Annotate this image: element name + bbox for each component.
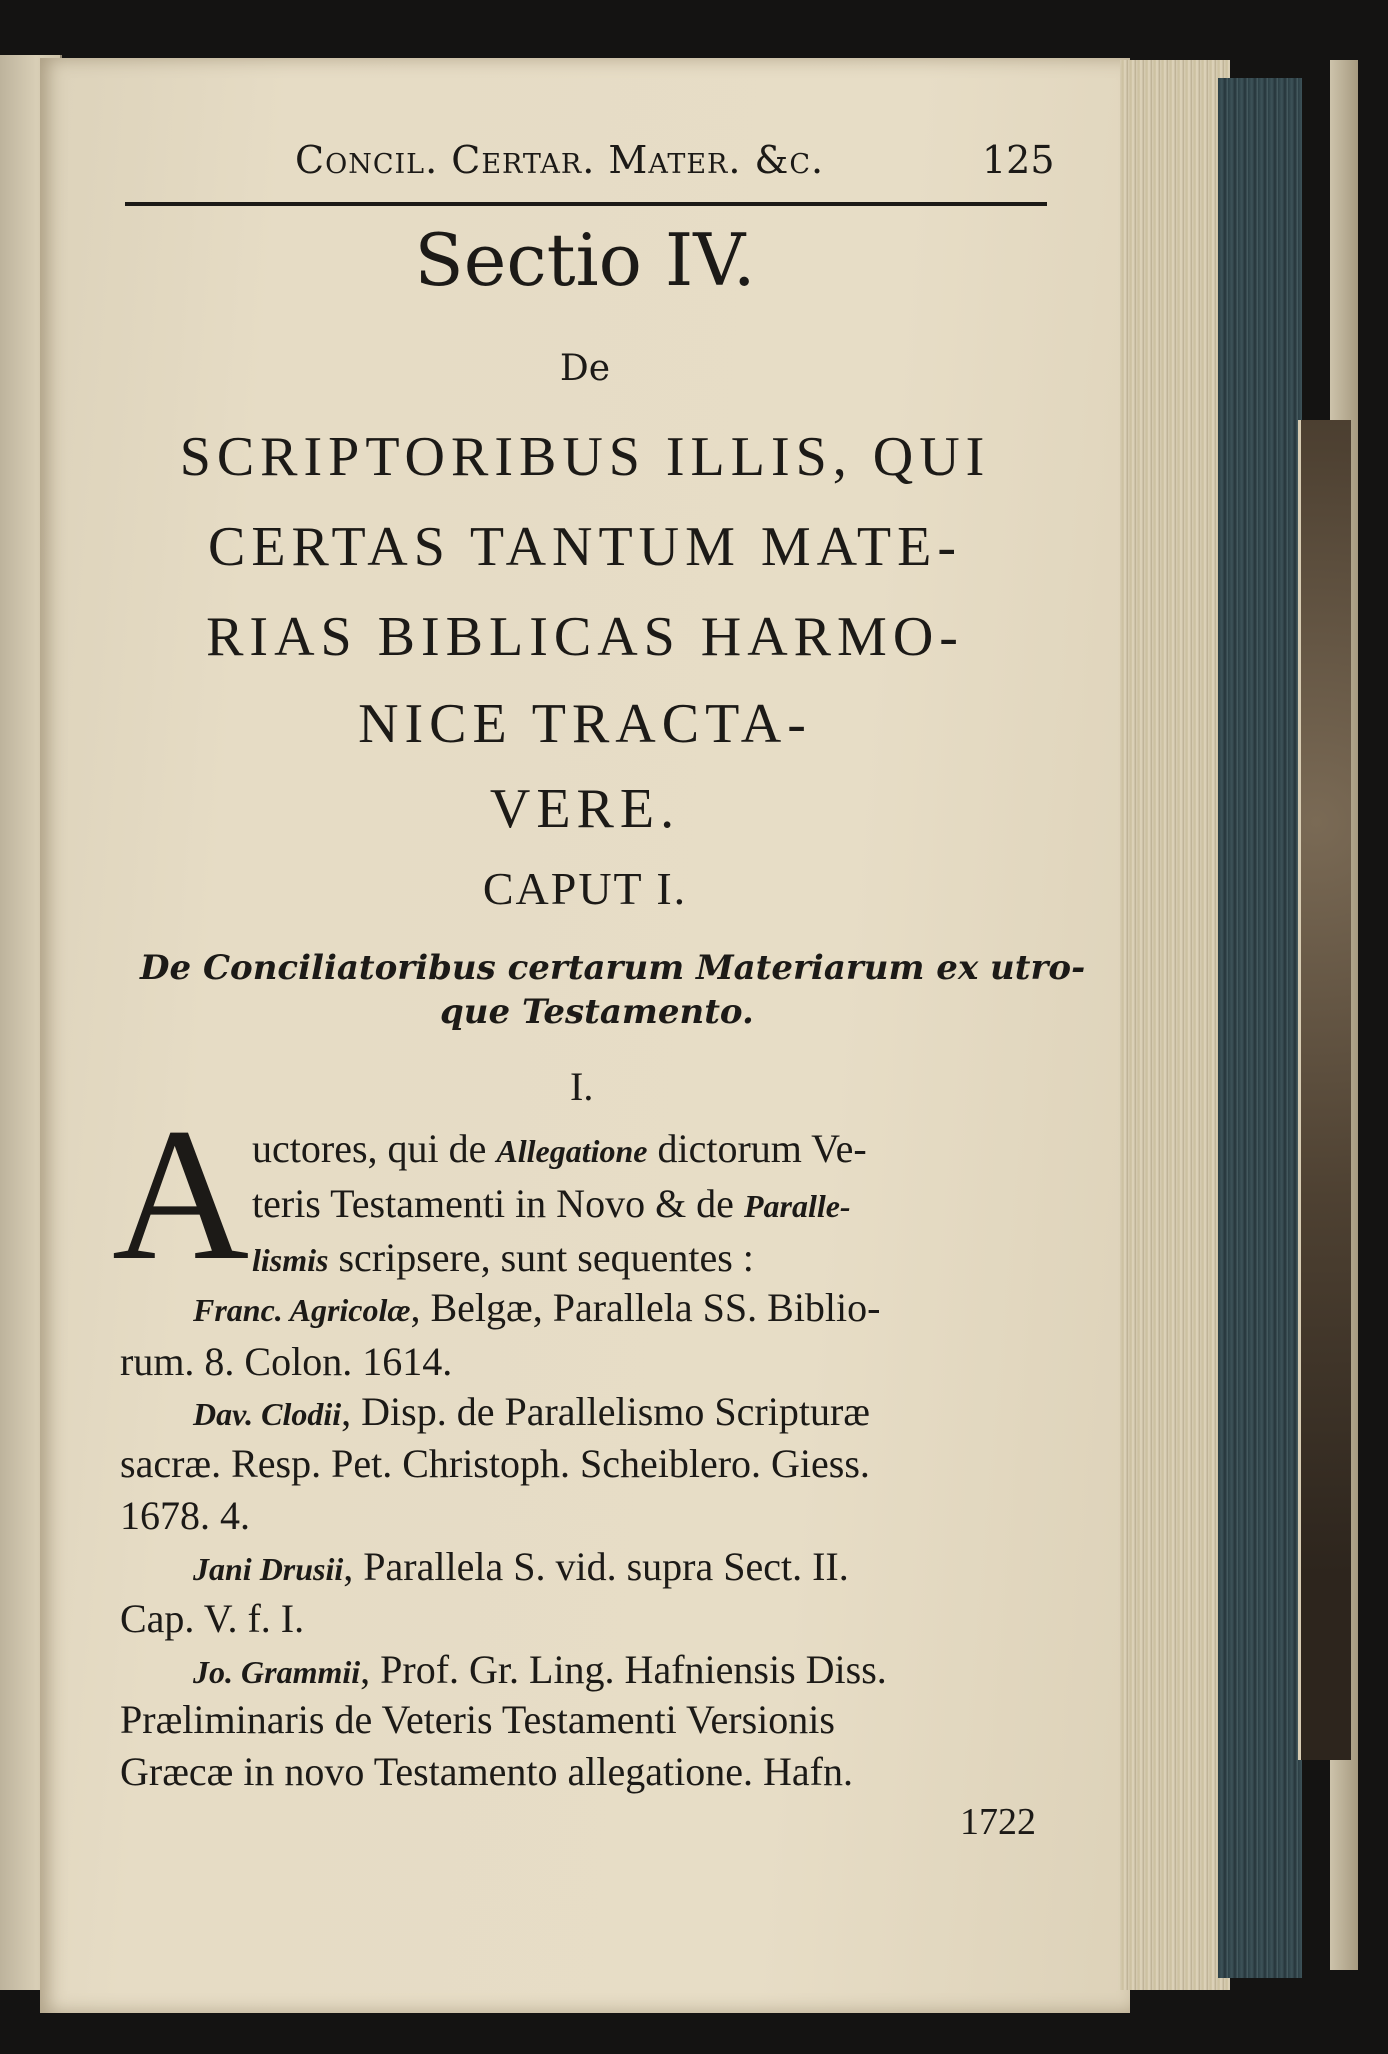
body-line [193, 1284, 880, 1331]
italic-term: Paralle- [743, 1188, 851, 1224]
body-text: rum. 8. Colon. 1614. [120, 1339, 453, 1384]
body-line [193, 1646, 887, 1693]
section-de: De [559, 348, 611, 389]
title-line: VERE. [489, 778, 681, 840]
body-line [120, 1748, 853, 1795]
body-line [120, 1440, 870, 1487]
paragraph-numeral: I. [570, 1064, 594, 1109]
chapter-heading: CAPUT I. [482, 863, 688, 914]
body-line [120, 1338, 452, 1385]
body-text: 1678. 4. [120, 1493, 250, 1538]
body-text: teris Testamenti in Novo & de [252, 1181, 744, 1226]
body-line [193, 1543, 849, 1590]
body-text: dictorum Ve- [647, 1126, 867, 1171]
body-text: , Belgæ, Parallela SS. Biblio- [410, 1285, 881, 1330]
title-line: NICE TRACTA- [358, 693, 812, 755]
body-line [252, 1125, 867, 1172]
body-text: Cap. V. f. I. [120, 1596, 305, 1641]
body-line [252, 1180, 851, 1227]
title-line: SCRIPTORIBUS ILLIS, QUI [179, 426, 991, 488]
body-text: Præliminaris de Veteris Testamenti Versionis [120, 1697, 835, 1742]
running-head: Concil. Certar. Mater. &c. [295, 138, 825, 182]
author-name: Jani Drusii [193, 1551, 344, 1587]
page-edges-dark [1218, 78, 1302, 1978]
author-name: Franc. Agricolæ [193, 1292, 411, 1328]
author-name: Dav. Clodii [193, 1396, 342, 1432]
catchword: 1722 [960, 1801, 1036, 1843]
body-text: , Parallela S. vid. supra Sect. II. [343, 1544, 849, 1589]
title-line: CERTAS TANTUM MATE- [208, 516, 962, 578]
body-line [252, 1234, 754, 1281]
body-line [193, 1388, 870, 1435]
page-edges [1120, 60, 1230, 1990]
body-text: , Prof. Gr. Ling. Hafniensis Diss. [360, 1647, 887, 1692]
body-text: sacræ. Resp. Pet. Christoph. Scheiblero. Giess. [120, 1441, 870, 1486]
header-rule [125, 202, 1047, 206]
body-text: scripsere, sunt sequentes : [328, 1235, 754, 1280]
section-heading: Sectio IV. [414, 218, 756, 302]
body-line [120, 1595, 304, 1642]
italic-term: Allegatione [496, 1133, 648, 1169]
italic-term: lismis [252, 1242, 329, 1278]
chapter-title-line: De Conciliatoribus certarum Materiarum ex utro- [140, 948, 1086, 988]
page-number: 125 [982, 138, 1055, 182]
author-name: Jo. Grammii [193, 1654, 361, 1690]
chapter-title-line: que Testamento. [440, 992, 754, 1032]
body-line [120, 1696, 835, 1743]
body-text: , Disp. de Parallelismo Scripturæ [341, 1389, 870, 1434]
body-line [120, 1492, 250, 1539]
body-text: Græcæ in novo Testamento allegatione. Hafn. [120, 1749, 853, 1794]
title-line: RIAS BIBLICAS HARMO- [206, 606, 964, 668]
body-text: uctores, qui de [252, 1126, 497, 1171]
marbled-cover [1298, 420, 1351, 1760]
drop-cap: A [112, 1090, 250, 1300]
